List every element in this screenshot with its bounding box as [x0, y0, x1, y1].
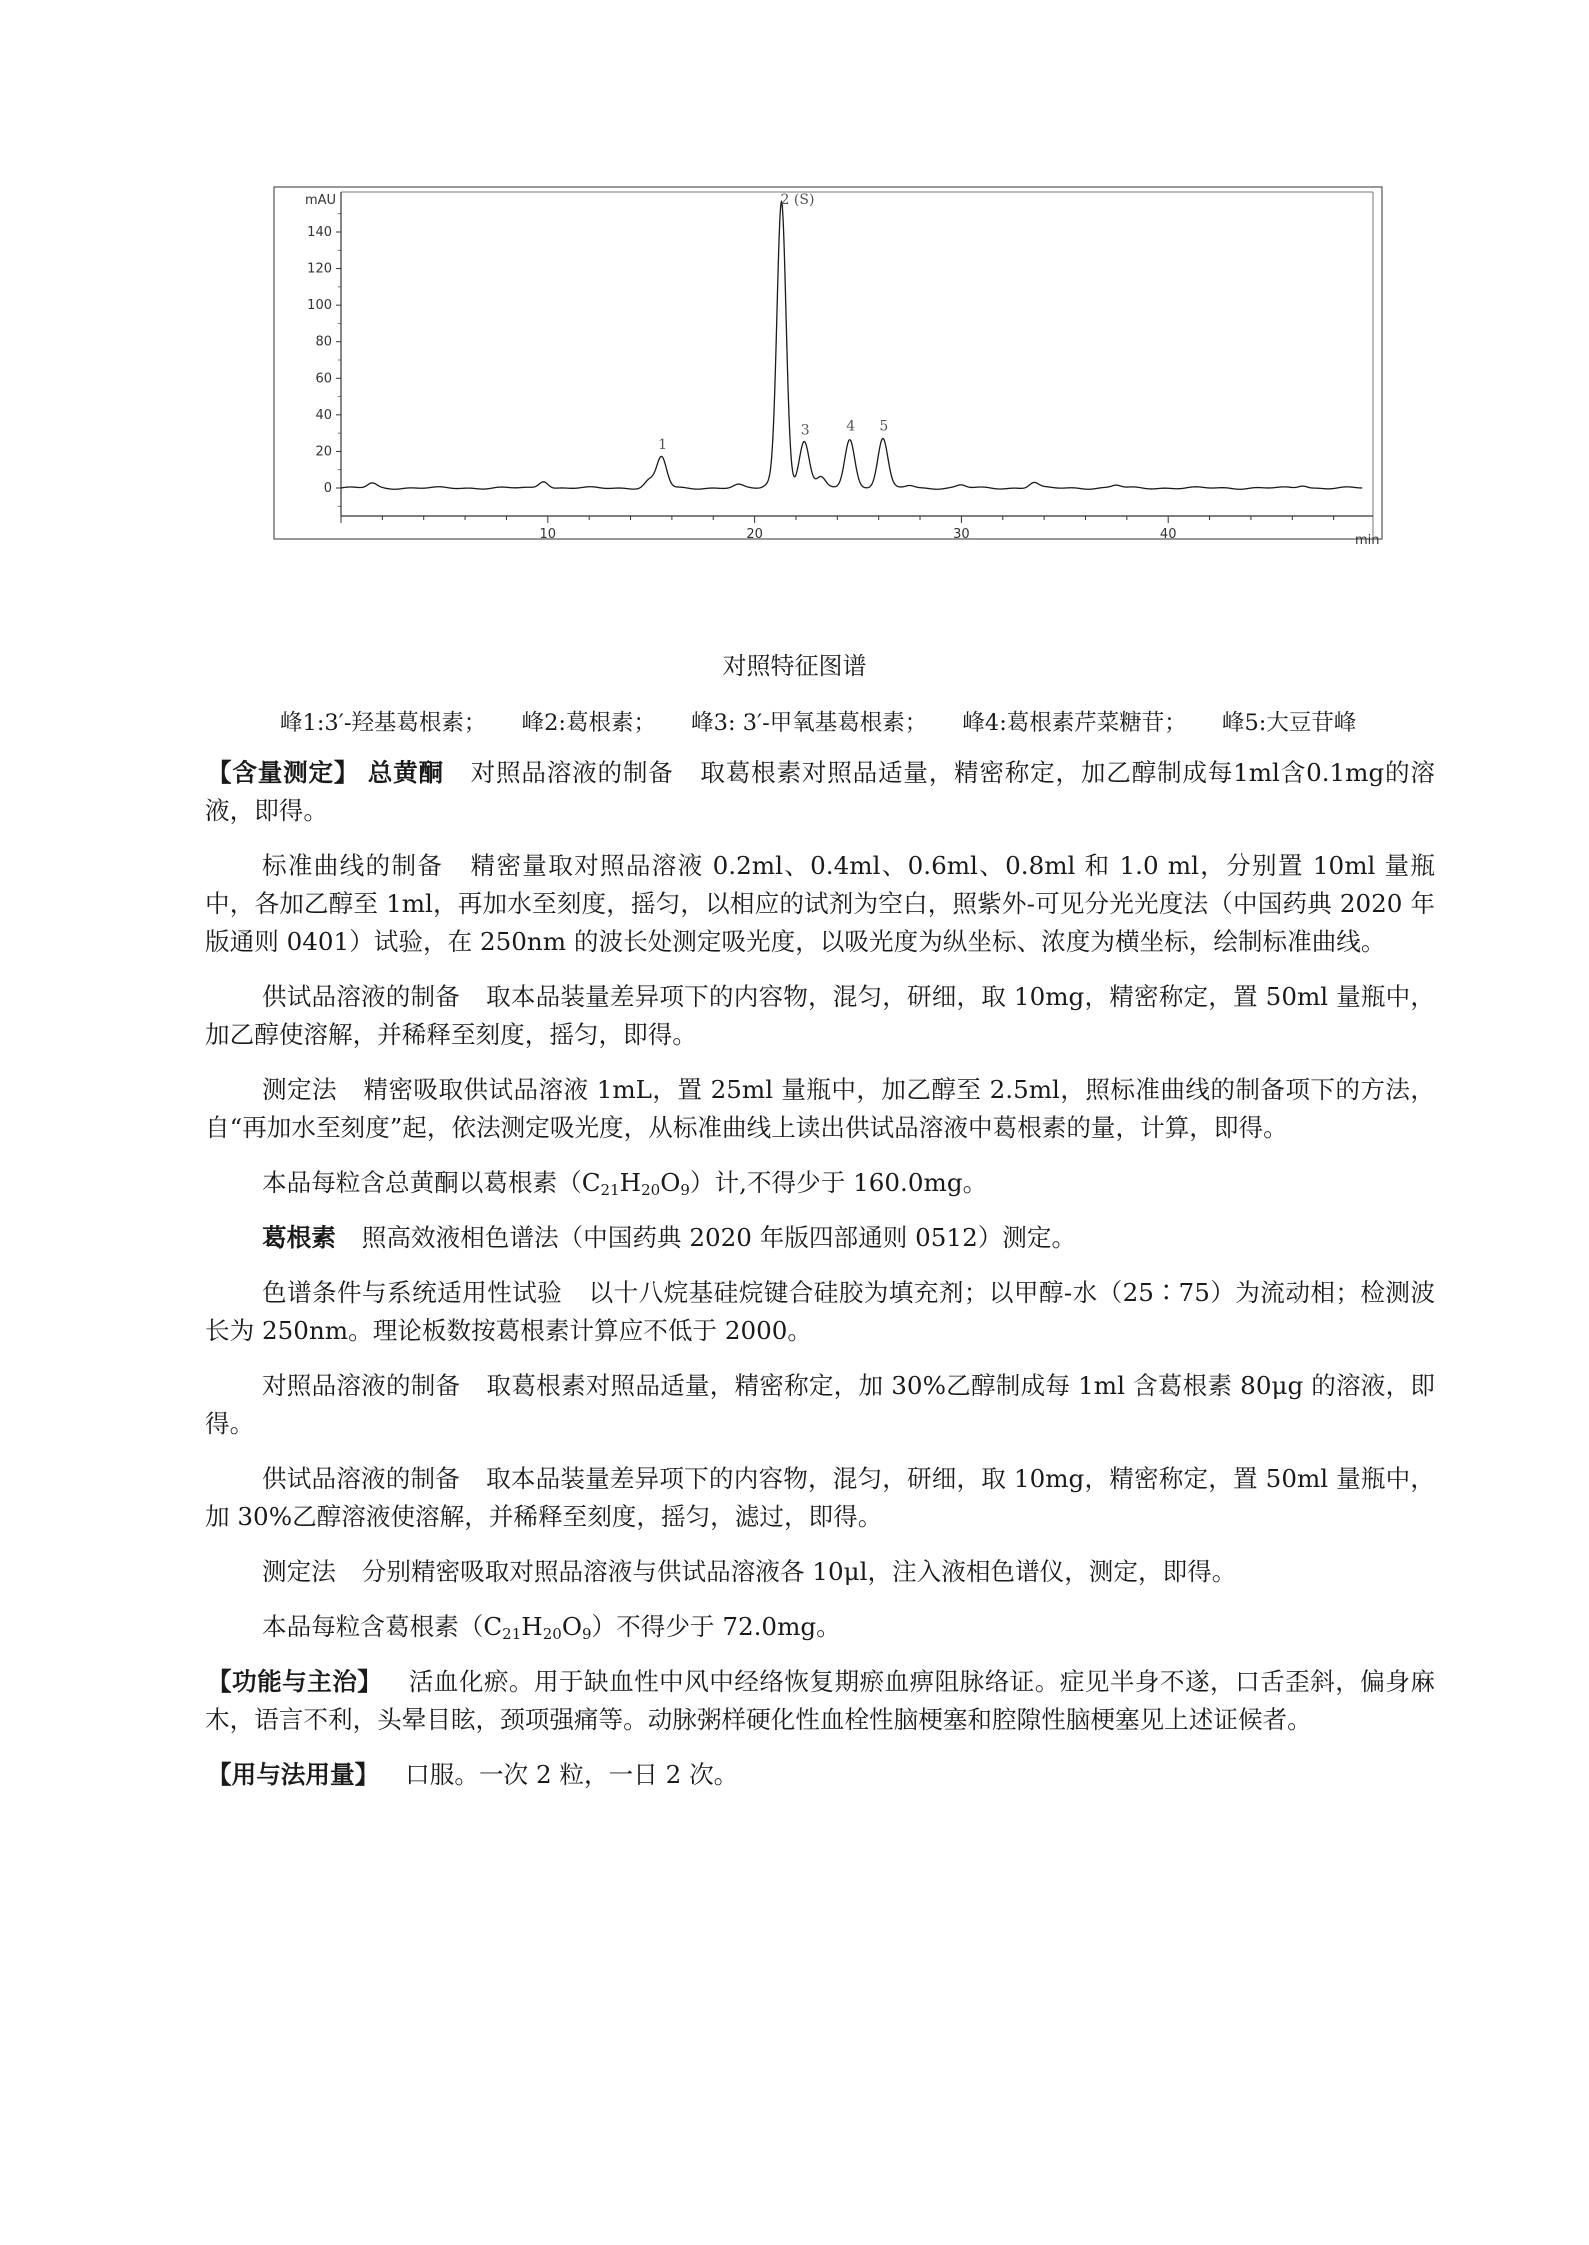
chromatogram-svg: [273, 186, 1383, 616]
puerarin-limit-pre: 本品每粒含葛根素（C: [262, 1612, 503, 1641]
ref2-text: 取葛根素对照品适量，精密称定，加 30%乙醇制成每 1ml 含葛根素 80μg 的溶液，即得。: [205, 1371, 1435, 1438]
x-tick-label: 40: [1159, 527, 1177, 542]
method2-text: 分别精密吸取对照品溶液与供试品溶液各 10μl，注入液相色谱仪，测定，即得。: [361, 1557, 1237, 1586]
document-body: [205, 754, 1435, 1811]
peak-legend-item-2: 峰2:葛根素；: [521, 710, 656, 736]
y-tick-label: 60: [315, 371, 332, 387]
formula-o-count-2: 9: [581, 1625, 592, 1643]
subheading-total-flavone: 总黄酮: [367, 758, 444, 787]
y-tick-label: 0: [323, 481, 332, 496]
peak-legend-item-4: 峰4:葛根素芹菜糖苷；: [962, 710, 1187, 736]
method-text: 精密吸取供试品溶液 1mL，置 25ml 量瓶中，加乙醇至 2.5ml，照标准曲线的制备项下的方法，自“再加水至刻度”起，依法测定吸光度，从标准曲线上读出供试品溶液中葛根素的量，计算，即得。: [205, 1075, 1435, 1142]
para-test2: [205, 1460, 1435, 1536]
para-puerarin-limit: [205, 1608, 1435, 1646]
formula-h-2: H: [521, 1612, 543, 1641]
y-tick-label: 20: [315, 444, 332, 460]
ref2-title: 对照品溶液的制备: [262, 1371, 461, 1400]
peak-label-1: 1: [658, 436, 668, 453]
method-title: 测定法: [262, 1075, 338, 1104]
formula-h-count: 20: [641, 1181, 661, 1199]
para-total-limit: [205, 1164, 1435, 1202]
section-heading-function: 【功能与主治】: [207, 1667, 383, 1696]
peak-label-5: 5: [879, 418, 889, 435]
peak-label-4: 4: [846, 418, 856, 435]
test-solution-text: 取本品装量差异项下的内容物，混匀，研细，取 10mg，精密称定，置 50ml 量瓶中，加乙醇使溶解，并稀释至刻度，摇匀，即得。: [205, 982, 1435, 1049]
peak-legend-item-5: 峰5:大豆苷峰: [1221, 710, 1357, 736]
para-test-solution: [205, 978, 1435, 1054]
formula-o-2: O: [561, 1612, 582, 1641]
formula-o-count: 9: [680, 1181, 690, 1199]
chrom-text: 以十八烷基硅烷键合硅胶为填充剂；以甲醇-水（25∶75）为流动相；检测波长为 250nm。理论板数按葛根素计算应不低于 2000。: [205, 1278, 1435, 1345]
chromatogram-trace: [341, 202, 1362, 489]
para-puerarin: [205, 1219, 1435, 1257]
para-ref2: [205, 1367, 1435, 1443]
chrom-title: 色谱条件与系统适用性试验: [262, 1278, 563, 1307]
formula-c-count: 21: [600, 1181, 620, 1199]
formula-o: O: [660, 1168, 681, 1197]
formula-h: H: [619, 1168, 642, 1197]
x-tick-label: 20: [746, 527, 763, 542]
peak-legend-item-1: 峰1:3′-羟基葛根素；: [280, 710, 487, 736]
test2-title: 供试品溶液的制备: [262, 1464, 461, 1493]
function-text: 活血化瘀。用于缺血性中风中经络恢复期瘀血痹阻脉络证。症见半身不遂，口舌歪斜，偏身麻木，语言不利，头晕目眩，颈项强痛等。动脉粥样硬化性血栓性脑梗塞和腔隙性脑梗塞见上述证候者。: [205, 1667, 1435, 1734]
peak-label-2: 2 (S): [780, 191, 815, 208]
total-limit-pre: 本品每粒含总黄酮以葛根素（C: [262, 1168, 601, 1197]
para-method2: [205, 1553, 1435, 1591]
y-tick-label: 40: [315, 407, 332, 423]
std-curve-title: 标准曲线的制备: [262, 851, 444, 880]
peak-label-3: 3: [800, 422, 810, 439]
subheading-puerarin: 葛根素: [262, 1223, 336, 1252]
total-limit-post: ）计,不得少于 160.0mg。: [689, 1168, 988, 1197]
para-function: [205, 1663, 1435, 1739]
test2-text: 取本品装量差异项下的内容物，混匀，研细，取 10mg，精密称定，置 50ml 量瓶中，加 30%乙醇溶液使溶解，并稀释至刻度，摇匀，滤过，即得。: [205, 1464, 1435, 1531]
y-tick-label: 120: [307, 261, 332, 277]
para-method: [205, 1071, 1435, 1147]
para-chrom-conditions: [205, 1274, 1435, 1350]
figure-caption: 对照特征图谱: [722, 652, 867, 680]
puerarin-text: 照高效液相色谱法（中国药典 2020 年版四部通则 0512）测定。: [361, 1223, 1077, 1252]
section-heading-usage: 【用与法用量】: [207, 1760, 380, 1789]
usage-text: 口服。一次 2 粒，一日 2 次。: [405, 1760, 739, 1789]
para-content-assay: [205, 754, 1435, 830]
y-tick-label: 140: [307, 225, 332, 240]
y-axis-label: mAU: [305, 193, 337, 208]
para-std-curve: [205, 847, 1435, 961]
x-tick-label: 30: [953, 527, 970, 542]
para-usage: [205, 1756, 1435, 1794]
x-tick-label: 10: [539, 527, 557, 542]
test-solution-title: 供试品溶液的制备: [262, 982, 461, 1011]
peak-legend-item-3: 峰3: 3′-甲氧基葛根素；: [691, 710, 928, 736]
x-axis-label: min: [1355, 533, 1380, 548]
y-tick-label: 100: [307, 298, 332, 314]
method2-title: 测定法: [262, 1557, 336, 1586]
section-heading-assay: 【含量测定】: [207, 758, 360, 787]
formula-h-count-2: 20: [542, 1625, 562, 1643]
formula-c-count-2: 21: [502, 1625, 522, 1643]
chromatogram-chart: [273, 186, 1383, 616]
ref-solution-title: 对照品溶液的制备: [469, 758, 674, 787]
peak-legend: [280, 705, 1384, 737]
y-tick-label: 80: [315, 334, 332, 350]
ref-solution-text: 取葛根素对照品适量，精密称定，加乙醇制成每1ml含0.1mg的溶液，即得。: [205, 758, 1435, 825]
puerarin-limit-post: ）不得少于 72.0mg。: [591, 1612, 841, 1641]
std-curve-text: 精密量取对照品溶液 0.2ml、0.4ml、0.6ml、0.8ml 和 1.0 ml，分别置 10ml 量瓶中，各加乙醇至 1ml，再加水至刻度，摇匀，以相应的试剂为空白，照紫外-可见分光光度法（中国药典 2020 年版通则 0401）试验，在 250nm 的波长处测定吸光度，以吸光度为纵坐标、浓度为横坐标，绘制标准曲线。: [205, 851, 1435, 956]
